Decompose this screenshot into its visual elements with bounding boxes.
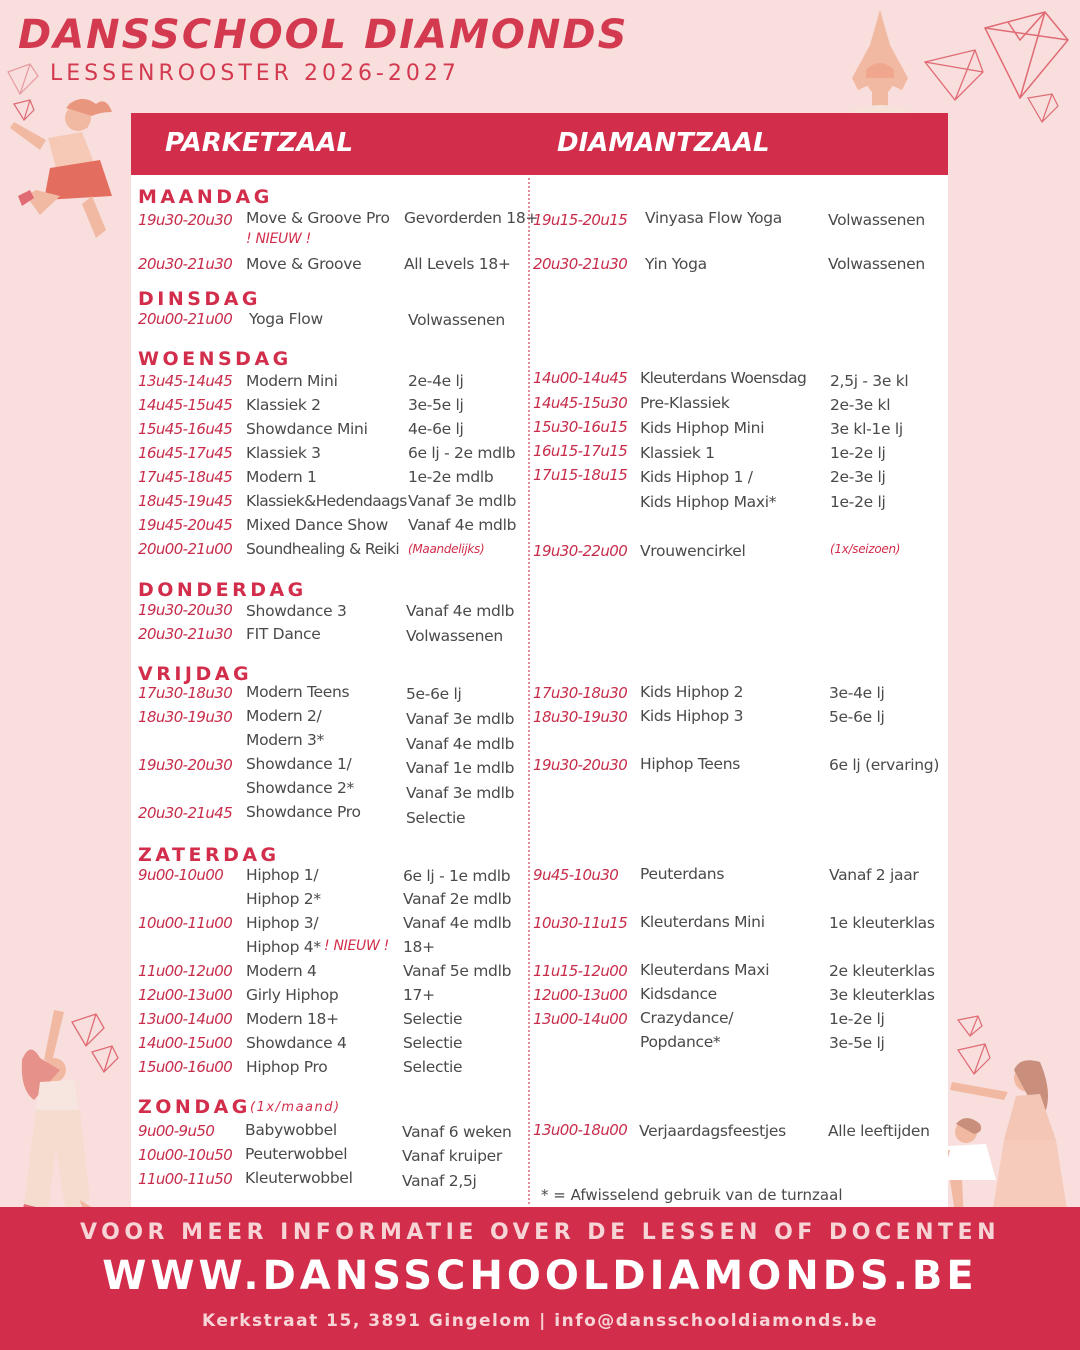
lesson-level: 2e kleuterklas [829, 962, 935, 980]
lesson-name: Modern Teens [246, 683, 350, 701]
diamond-icon [72, 1014, 118, 1072]
lesson-time: 14u00-15u00 [138, 1034, 233, 1052]
lesson-level: 6e lj (ervaring) [829, 756, 940, 774]
lesson-level: Vanaf kruiper [402, 1147, 502, 1165]
dancer-illustration [20, 1010, 112, 1234]
lesson-level: 3e-5e lj [408, 396, 464, 414]
lesson-time: 14u45-15u45 [138, 396, 233, 414]
new-badge: ! NIEUW ! [324, 938, 389, 954]
lesson-level: Selectie [403, 1058, 463, 1076]
lesson-name: Mixed Dance Show [246, 516, 388, 534]
lesson-level: Vanaf 3e mdlb [406, 784, 515, 802]
lesson-level: 2e-3e lj [830, 468, 886, 486]
lesson-name: Showdance 4 [246, 1034, 347, 1052]
lesson-time: 17u15-18u15 [533, 466, 628, 484]
lesson-level: Selectie [403, 1010, 463, 1028]
day-note-zondag: (1x/maand) [250, 1100, 341, 1115]
new-badge: ! NIEUW ! [246, 231, 311, 247]
lesson-time: 13u00-14u00 [138, 1010, 233, 1028]
lesson-level: Vanaf 4e mdlb [408, 516, 517, 534]
lesson-time: 9u00-9u50 [138, 1122, 215, 1140]
lesson-name: FIT Dance [246, 625, 321, 643]
lesson-name: Showdance 3 [246, 602, 347, 620]
lesson-time: 18u30-19u30 [533, 708, 628, 726]
lesson-level: Vanaf 1e mdlb [406, 759, 515, 777]
lesson-time: 13u00-14u00 [533, 1010, 628, 1028]
lesson-time: 10u00-10u50 [138, 1146, 233, 1164]
lesson-name: Popdance* [640, 1033, 721, 1051]
lesson-time: 10u00-11u00 [138, 914, 233, 932]
day-heading-woensdag: WOENSDAG [138, 348, 292, 370]
lesson-time: 17u30-18u30 [533, 684, 628, 702]
lesson-name: Modern 3* [246, 731, 324, 749]
diamond-icon [14, 100, 34, 120]
lesson-level: Vanaf 6 weken [402, 1123, 512, 1141]
lesson-level: Volwassenen [828, 255, 925, 273]
lesson-level: Volwassenen [406, 627, 503, 645]
lesson-level: 2,5j - 3e kl [830, 372, 909, 390]
day-heading-vrijdag: VRIJDAG [138, 663, 253, 685]
lesson-time: 9u45-10u30 [533, 866, 619, 884]
lesson-name: Showdance Pro [246, 803, 361, 821]
lesson-name: Yin Yoga [645, 255, 707, 273]
lesson-time: 14u45-15u30 [533, 394, 628, 412]
lesson-name: Girly Hiphop [246, 986, 339, 1004]
lesson-time: 19u30-20u30 [138, 601, 233, 619]
lesson-level: 3e-5e lj [829, 1034, 885, 1052]
lesson-level: Volwassenen [408, 311, 505, 329]
lesson-time: 20u30-21u30 [138, 625, 233, 643]
page-subtitle: LESSENROOSTER 2026-2027 [50, 61, 460, 86]
lesson-level: Vanaf 4e mdlb [406, 602, 515, 620]
lesson-time: 12u00-13u00 [533, 986, 628, 1004]
lesson-name: Kleuterdans Woensdag [640, 369, 807, 387]
lesson-level: Vanaf 2e mdlb [403, 890, 512, 908]
day-heading-dinsdag: DINSDAG [138, 288, 261, 310]
lesson-level: Vanaf 3e mdlb [408, 492, 517, 510]
lesson-time: 17u45-18u45 [138, 468, 233, 486]
lesson-level: 3e kl-1e lj [830, 420, 903, 438]
lesson-level: 5e-6e lj [406, 685, 462, 703]
lesson-name: Kids Hiphop 3 [640, 707, 744, 725]
diamond-icon [985, 12, 1068, 98]
lesson-name: Hiphop Pro [246, 1058, 328, 1076]
lesson-time: 20u00-21u00 [138, 540, 233, 558]
lesson-level: 2e-4e lj [408, 372, 464, 390]
lesson-time: 18u45-19u45 [138, 492, 233, 510]
lesson-time: 13u00-18u00 [533, 1121, 628, 1139]
lesson-time: 10u30-11u15 [533, 914, 628, 932]
lesson-name: Showdance 1/ [246, 755, 352, 773]
lesson-level: 1e kleuterklas [829, 914, 935, 932]
lesson-level: (1x/seizoen) [830, 542, 901, 556]
lesson-name: Kids Hiphop 1 / [640, 468, 753, 486]
lesson-time: 16u15-17u15 [533, 442, 628, 460]
lesson-level: Vanaf 2,5j [402, 1172, 477, 1190]
lesson-name: Klassiek 3 [246, 444, 321, 462]
column-divider [528, 178, 530, 1204]
lesson-name: Move & Groove [246, 255, 362, 273]
lesson-time: 15u45-16u45 [138, 420, 233, 438]
diamond-icon [8, 64, 38, 94]
lesson-level: Vanaf 2 jaar [829, 866, 919, 884]
lesson-name: Klassiek 2 [246, 396, 321, 414]
lesson-name: Modern 2/ [246, 707, 322, 725]
lesson-level: Vanaf 3e mdlb [406, 710, 515, 728]
lesson-name: Kleuterdans Maxi [640, 961, 770, 979]
lesson-time: 15u00-16u00 [138, 1058, 233, 1076]
lesson-time: 20u30-21u45 [138, 804, 233, 822]
lesson-name: Hiphop 2* [246, 890, 321, 908]
lesson-level: Volwassenen [828, 211, 925, 229]
footer-contact: Kerkstraat 15, 3891 Gingelom | info@dansschooldiamonds.be [201, 1311, 879, 1331]
lesson-time: 19u30-20u30 [533, 756, 628, 774]
lesson-level: 2e-3e kl [830, 396, 891, 414]
lesson-level: 1e-2e mdlb [408, 468, 494, 486]
lesson-name: Babywobbel [245, 1121, 337, 1139]
footer-info-text: VOOR MEER INFORMATIE OVER DE LESSEN OF DOCENTEN [79, 1220, 1000, 1245]
lesson-name: Hiphop 4* [246, 938, 321, 956]
lesson-name: Modern Mini [246, 372, 338, 390]
lesson-name: Pre-Klassiek [640, 394, 730, 412]
lesson-name: Hiphop 3/ [246, 914, 319, 932]
lesson-time: 19u30-20u30 [138, 211, 233, 229]
lesson-time: 20u00-21u00 [138, 310, 233, 328]
lesson-level: 5e-6e lj [829, 708, 885, 726]
lesson-time: 18u30-19u30 [138, 708, 233, 726]
lesson-name: Showdance 2* [246, 779, 354, 797]
lesson-level: 17+ [403, 986, 435, 1004]
day-heading-maandag: MAANDAG [138, 186, 273, 208]
lesson-time: 14u00-14u45 [533, 369, 628, 387]
lesson-level: Vanaf 4e mdlb [406, 735, 515, 753]
lesson-level: (Maandelijks) [408, 542, 485, 556]
lesson-time: 15u30-16u15 [533, 418, 628, 436]
lesson-name: Kidsdance [640, 985, 717, 1003]
lesson-level: 18+ [403, 938, 435, 956]
lesson-name: Crazydance/ [640, 1009, 734, 1027]
lesson-level: 1e-2e lj [830, 444, 886, 462]
lesson-name: Modern 1 [246, 468, 317, 486]
lesson-level: Selectie [406, 809, 466, 827]
lesson-level: 3e kleuterklas [829, 986, 935, 1004]
lesson-name: Kleuterdans Mini [640, 913, 765, 931]
diamond-icon [958, 1016, 990, 1074]
lesson-level: Vanaf 5e mdlb [403, 962, 512, 980]
diamond-icon [1028, 94, 1058, 122]
lesson-name: Peuterwobbel [245, 1145, 348, 1163]
column-title-parketzaal: PARKETZAAL [165, 128, 354, 158]
lesson-name: Verjaardagsfeestjes [639, 1122, 786, 1140]
lesson-time: 19u30-22u00 [533, 542, 628, 560]
lesson-level: 6e lj - 1e mdlb [403, 867, 511, 885]
lesson-time: 11u00-11u50 [138, 1170, 233, 1188]
lesson-level: 6e lj - 2e mdlb [408, 444, 516, 462]
lesson-name: Vinyasa Flow Yoga [645, 209, 783, 227]
lesson-level: 3e-4e lj [829, 684, 885, 702]
lesson-name: Hiphop Teens [640, 755, 741, 773]
dancer-illustration [10, 99, 112, 238]
lesson-name: Kids Hiphop 2 [640, 683, 744, 701]
lesson-level: Vanaf 4e mdlb [403, 914, 512, 932]
lesson-name: Yoga Flow [249, 310, 323, 328]
day-heading-donderdag: DONDERDAG [138, 579, 307, 601]
lesson-name: Kids Hiphop Mini [640, 419, 765, 437]
column-title-diamantzaal: DIAMANTZAAL [557, 128, 770, 158]
lesson-name: Move & Groove Pro [246, 209, 390, 227]
lesson-time: 11u15-12u00 [533, 962, 628, 980]
footnote: * = Afwisselend gebruik van de turnzaal [541, 1186, 843, 1204]
lesson-level: Gevorderden 18+ [404, 209, 539, 227]
lesson-name: Soundhealing & Reiki [246, 540, 400, 558]
lesson-time: 9u00-10u00 [138, 866, 224, 884]
lesson-time: 16u45-17u45 [138, 444, 233, 462]
lesson-time: 13u45-14u45 [138, 372, 233, 390]
lesson-time: 19u30-20u30 [138, 756, 233, 774]
lesson-level: All Levels 18+ [404, 255, 511, 273]
lesson-time: 20u30-21u30 [533, 255, 628, 273]
lesson-name: Kids Hiphop Maxi* [640, 493, 777, 511]
page-title: DANSSCHOOL DIAMONDS [18, 12, 629, 58]
lesson-time: 19u15-20u15 [533, 211, 628, 229]
lesson-time: 12u00-13u00 [138, 986, 233, 1004]
lesson-level: 4e-6e lj [408, 420, 464, 438]
lesson-name: Kleuterwobbel [245, 1169, 353, 1187]
diamond-icon [925, 50, 983, 100]
lesson-level: 1e-2e lj [829, 1010, 885, 1028]
lesson-name: Hiphop 1/ [246, 866, 319, 884]
lesson-time: 17u30-18u30 [138, 684, 233, 702]
lesson-time: 11u00-12u00 [138, 962, 233, 980]
lesson-name: Modern 18+ [246, 1010, 339, 1028]
lesson-name: Modern 4 [246, 962, 317, 980]
lesson-time: 19u45-20u45 [138, 516, 233, 534]
lesson-name: Klassiek 1 [640, 444, 715, 462]
lesson-level: 1e-2e lj [830, 493, 886, 511]
lesson-name: Vrouwencirkel [640, 542, 746, 560]
day-heading-zondag: ZONDAG [138, 1096, 251, 1118]
lesson-name: Klassiek&Hedendaags [246, 492, 407, 510]
lesson-level: Selectie [403, 1034, 463, 1052]
lesson-level: Alle leeftijden [828, 1122, 930, 1140]
lesson-name: Showdance Mini [246, 420, 368, 438]
day-heading-zaterdag: ZATERDAG [138, 844, 280, 866]
website-link[interactable]: WWW.DANSSCHOOLDIAMONDS.BE [102, 1253, 978, 1299]
lesson-name: Peuterdans [640, 865, 725, 883]
lesson-time: 20u30-21u30 [138, 255, 233, 273]
